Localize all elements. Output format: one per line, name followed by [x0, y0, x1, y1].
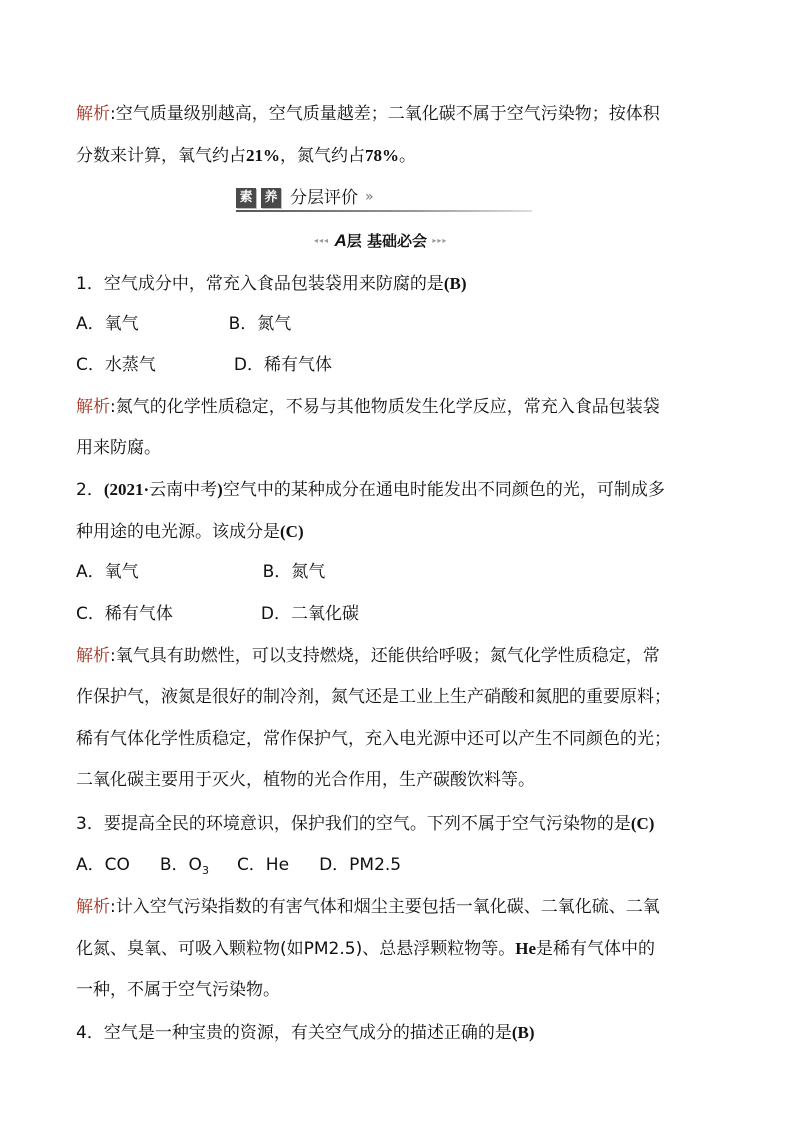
- q3-option-d: D．PM2.5: [319, 855, 402, 875]
- q3-analysis-pm25: PM2.5: [303, 939, 356, 959]
- section-title: 分层评价: [290, 188, 358, 208]
- q4-answer: (B): [511, 1023, 535, 1042]
- q2-analysis-text-2: 作保护气，液氮是很好的制冷剂，氮气还是工业上生产硝酸和氮肥的重要原料；: [76, 687, 671, 707]
- q3-option-b: [160, 855, 209, 875]
- q1-answer: (B): [443, 274, 467, 293]
- q2-stem-text: 空气中的某种成分在通电时能发出不同颜色的光，可制成多: [222, 480, 665, 500]
- q2-options-row-2: [76, 606, 359, 623]
- q3-options-row: [76, 857, 401, 876]
- q3-analysis-he: He: [515, 939, 537, 958]
- level-letter: A: [334, 231, 347, 250]
- q2-option-a: A．氧气: [76, 562, 139, 582]
- section-banner: [236, 186, 536, 214]
- q1-stem-text: 1．空气成分中，常充入食品包装袋用来防腐的是: [76, 274, 444, 294]
- chevron-right-icon: »: [365, 189, 374, 205]
- section-badge-1: 素: [236, 188, 256, 208]
- q3-analysis-line-1: [76, 899, 660, 916]
- q2-option-b: B．氮气: [262, 562, 326, 582]
- q2-analysis-text-3: 稀有气体化学性质稳定，常作保护气，充入电光源中还可以产生不同颜色的光；: [76, 729, 671, 749]
- intro-analysis-line-2: [76, 147, 416, 165]
- q1-options-row-2: [76, 357, 332, 374]
- intro-text-e: 。: [399, 146, 416, 166]
- q1-option-c: C．水蒸气: [76, 355, 156, 375]
- section-badge-2: 养: [261, 188, 281, 208]
- q1-stem: [76, 275, 467, 293]
- q3-analysis-text-3: 一种，不属于空气污染物。: [76, 980, 280, 1000]
- section-rule: [236, 210, 532, 212]
- q1-analysis-line-2: [76, 440, 161, 457]
- q2-analysis-line-3: [76, 731, 671, 748]
- analysis-label: 解析: [76, 397, 110, 417]
- q2-stem-source: 云南中考: [149, 480, 218, 500]
- q4-stem: [76, 1024, 535, 1042]
- q3-stem-text: 3．要提高全民的环境意识，保护我们的空气。下列不属于空气污染物的是: [76, 814, 631, 834]
- q1-analysis-text-2: 用来防腐。: [76, 438, 161, 458]
- q3-option-b-subscript: 3: [201, 864, 209, 877]
- q1-analysis-text-1: :氮气的化学性质稳定，不易与其他物质发生化学反应，常充入食品包装袋: [110, 397, 660, 417]
- q3-option-a: A．CO: [76, 855, 130, 875]
- q2-stem: [76, 481, 665, 499]
- q2-option-d: D．二氧化碳: [260, 604, 359, 624]
- intro-text-a: 分数来计算，氧气约占: [76, 146, 246, 166]
- q2-stem-text-2: 种用途的电光源。该成分是: [76, 522, 280, 542]
- q2-analysis-line-2: [76, 689, 671, 706]
- q3-analysis-text-1: :计入空气污染指数的有害气体和烟尘主要包括一氧化碳、二氧化硫、二氧: [110, 897, 660, 917]
- q3-analysis-line-3: [76, 982, 280, 999]
- q1-option-d: D．稀有气体: [233, 355, 332, 375]
- analysis-label: 解析: [76, 104, 110, 124]
- q2-stem-num: 2．: [76, 480, 104, 500]
- intro-analysis-text-1: :空气质量级别越高，空气质量越差；二氧化碳不属于空气污染物；按体积: [110, 104, 660, 124]
- analysis-label: 解析: [76, 897, 110, 917]
- q3-analysis-text-2a: 化氮、臭氧、可吸入颗粒物(如: [76, 939, 304, 959]
- q2-answer: (C): [280, 522, 304, 541]
- level-text: 层 基础必会: [346, 232, 427, 250]
- q3-analysis-text-2e: 是稀有气体中的: [536, 939, 656, 959]
- oxygen-percent: 21%: [246, 146, 280, 165]
- q2-stem-paren: ): [217, 480, 223, 499]
- q2-options-row-1: [76, 564, 325, 581]
- nitrogen-percent: 78%: [365, 146, 399, 165]
- q2-analysis-text-4: 二氧化碳主要用于灭火，植物的光合作用，生产碳酸饮料等。: [76, 770, 535, 790]
- q3-answer: (C): [630, 814, 655, 833]
- intro-analysis-line-1: [76, 106, 660, 123]
- arrows-right-icon: ▸▸▸: [432, 236, 448, 245]
- q2-analysis-line-4: [76, 772, 535, 789]
- q3-analysis-text-2c: )、总悬浮颗粒物等。: [355, 939, 516, 959]
- q4-stem-text: 4．空气是一种宝贵的资源，有关空气成分的描述正确的是: [76, 1023, 512, 1043]
- q2-option-c: C．稀有气体: [76, 604, 173, 624]
- intro-text-c: ，氮气约占: [280, 146, 365, 166]
- q3-analysis-line-2: [76, 940, 655, 958]
- q1-option-a: A．氧气: [76, 314, 139, 334]
- q2-stem-line-2: [76, 523, 304, 541]
- analysis-label: 解析: [76, 646, 110, 666]
- q1-analysis-line-1: [76, 399, 660, 416]
- arrows-left-icon: ◂◂◂: [314, 236, 330, 245]
- q1-options-row-1: [76, 316, 291, 333]
- q2-analysis-text-1: :氧气具有助燃性，可以支持燃烧，还能供给呼吸；氮气化学性质稳定，常: [110, 646, 660, 666]
- level-heading: [314, 230, 447, 250]
- q2-stem-year: (2021·: [103, 480, 150, 499]
- q3-option-b-text: B．O: [159, 855, 202, 875]
- q3-stem: [76, 815, 654, 833]
- q3-option-c: C．He: [236, 855, 290, 875]
- q1-option-b: B．氮气: [228, 314, 292, 334]
- q2-analysis-line-1: [76, 648, 660, 665]
